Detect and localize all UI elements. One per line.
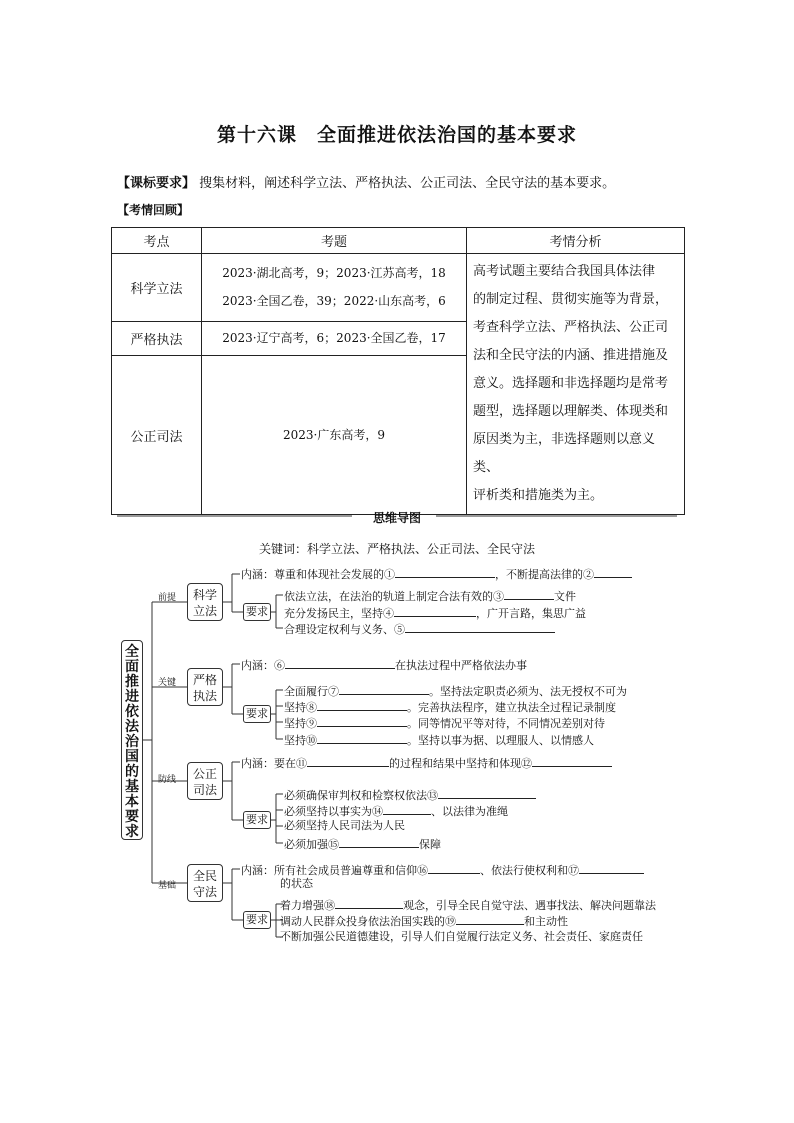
branch-box-judiciary: [187, 762, 223, 800]
analysis-line: 法和全民守法的内涵、推进措施及: [473, 348, 669, 363]
text-span: 保障: [419, 838, 441, 851]
neihan-line: [241, 566, 632, 582]
analysis-line: 的制定过程、贯彻实施等为背景，: [473, 292, 669, 307]
branch-box-compliance: [187, 864, 223, 902]
box-line: 司法: [192, 783, 217, 797]
item-line: [284, 836, 441, 852]
root-char: 国: [125, 749, 139, 765]
analysis-line: 高考试题主要结合我国具体法律: [473, 264, 656, 279]
table-cell-questions: 2023·广东高考，9: [202, 356, 467, 515]
root-char: 推: [125, 674, 139, 690]
root-char: 面: [125, 659, 139, 675]
text-span: 的过程和结果中坚持和体现⑫: [389, 757, 532, 770]
text-span: 着力增强⑱: [280, 899, 335, 912]
item-line: [280, 930, 643, 944]
answer-blank: [438, 787, 536, 799]
item-line: [284, 588, 576, 604]
requirement-box: 要求: [243, 811, 271, 829]
branch-box-enforcement: [187, 668, 223, 706]
box-line: 科学: [192, 588, 217, 602]
item-line: [284, 621, 555, 637]
answer-blank: [579, 862, 644, 874]
branch-box-legislation: [187, 583, 223, 621]
box-line: 守法: [192, 885, 217, 899]
sub-line: [223, 762, 243, 820]
text-span: 、依法行使权利和⑰: [480, 864, 579, 877]
answer-blank: [532, 755, 612, 767]
answer-blank: [317, 715, 407, 727]
table-cell-point: 公正司法: [112, 356, 202, 515]
answer-blank: [405, 621, 555, 633]
standard-tag: 【课标要求】: [117, 176, 196, 191]
root-char: 基: [125, 779, 139, 795]
table-cell-questions: 2023·辽宁高考，6；2023·全国乙卷，17: [202, 321, 467, 355]
analysis-line: 原因类为主，非选择题则以意义类、: [473, 432, 656, 475]
item-line: [280, 913, 568, 929]
text-span: 必须确保审判权和检察权依法⑬: [284, 789, 438, 802]
text-span: 观念，引导全民自觉守法、遇事找法、解决问题靠法: [403, 899, 656, 912]
text-span: 文件: [554, 590, 576, 603]
answer-blank: [394, 605, 476, 617]
neihan-line: [241, 657, 527, 673]
answer-blank: [383, 803, 431, 815]
answer-blank: [395, 566, 495, 578]
table-header: 考情分析: [467, 228, 685, 254]
item-line: [271, 794, 283, 843]
table-cell-point: 严格执法: [112, 321, 202, 355]
answer-blank: [307, 755, 389, 767]
answer-blank: [456, 913, 524, 925]
answer-blank: [317, 732, 407, 744]
branch-label: 防线: [158, 775, 177, 785]
text-span: 坚持⑧: [284, 701, 317, 714]
text-span: 不断加强公民道德建设，引导人们自觉履行法定义务、社会责任、家庭责任: [280, 930, 643, 943]
root-char: 全: [125, 644, 139, 660]
neihan-line-cont: 的状态: [280, 877, 313, 890]
root-char: 依: [125, 704, 139, 720]
box-line: 立法: [192, 604, 217, 618]
item-line: [284, 819, 405, 833]
answer-blank: [428, 862, 480, 874]
text-span: ，广开言路，集思广益: [476, 607, 586, 620]
root-char: 求: [125, 824, 139, 840]
mindmap-keywords: 关键词：科学立法、严格执法、公正司法、全民守法: [258, 542, 535, 556]
table-cell-point: 科学立法: [112, 254, 202, 322]
root-char: 本: [125, 794, 139, 810]
text-span: 。坚持法定职责必须为、法无授权不可为: [429, 685, 627, 698]
box-line: 执法: [192, 689, 217, 703]
item-line: [280, 897, 656, 913]
item-line: [271, 595, 283, 628]
box-line: 全民: [192, 869, 217, 883]
text-span: 。同等情况平等对待，不同情况差别对待: [407, 717, 605, 730]
text-span: 合理设定权利与义务、⑤: [284, 623, 405, 636]
root-char: 治: [125, 734, 139, 750]
analysis-line: 题型，选择题以理解类、体现类和: [473, 404, 669, 419]
analysis-line: 评析类和措施类为主。: [473, 488, 604, 503]
branch-label: 前提: [158, 593, 177, 603]
answer-blank: [285, 657, 395, 669]
text-span: 坚持⑨: [284, 717, 317, 730]
item-line: [284, 605, 586, 621]
item-line: [271, 690, 283, 739]
table-header: 考点: [112, 228, 202, 254]
trunk-line: [143, 602, 152, 883]
mindmap-root: [121, 640, 143, 840]
branch-label: 关键: [158, 678, 177, 688]
text-span: 内涵：⑥: [241, 659, 285, 672]
root-char: 要: [125, 809, 139, 825]
neihan-line: [241, 755, 612, 771]
answer-blank: [504, 588, 554, 600]
box-line: 严格: [192, 673, 217, 687]
text-span: 和主动性: [524, 915, 568, 928]
page-title: 第十六课 全面推进依法治国的基本要求: [216, 124, 577, 146]
neihan-line: [241, 862, 644, 878]
text-span: 内涵：所有社会成员普遍尊重和信仰⑯: [241, 864, 428, 877]
question-line: 2023·全国乙卷，39；2022·山东高考，6: [222, 294, 446, 309]
sub-line: [223, 869, 243, 920]
requirement-box: 要求: [243, 911, 271, 929]
answer-blank: [317, 699, 407, 711]
root-char: 的: [125, 764, 139, 780]
answer-blank: [335, 897, 403, 909]
text-span: 充分发扬民主，坚持④: [284, 607, 394, 620]
root-char: 进: [125, 689, 139, 705]
sub-line: [223, 574, 243, 612]
answer-blank: [594, 566, 632, 578]
text-span: 内涵：要在⑪: [241, 757, 307, 770]
item-line: [284, 803, 508, 819]
item-line: [284, 715, 605, 731]
box-line: 公正: [192, 767, 217, 781]
root-char: 法: [125, 719, 139, 735]
item-line: [284, 699, 616, 715]
text-span: 内涵：尊重和体现社会发展的①: [241, 568, 395, 581]
requirement-box: 要求: [243, 603, 271, 621]
text-span: 。完善执法程序，建立执法全过程记录制度: [407, 701, 616, 714]
analysis-line: 意义。选择题和非选择题均是常考: [473, 376, 669, 391]
table-header: 考题: [202, 228, 467, 254]
text-span: 调动人民群众投身依法治国实践的⑲: [280, 915, 456, 928]
text-span: 坚持⑩: [284, 734, 317, 747]
item-line: [284, 732, 594, 748]
item-line: [284, 683, 627, 699]
text-span: 、以法律为准绳: [431, 805, 508, 818]
text-span: 必须加强⑮: [284, 838, 339, 851]
question-line: 2023·湖北高考，9；2023·江苏高考，18: [222, 266, 446, 281]
text-span: 必须坚持人民司法为人民: [284, 819, 405, 832]
analysis-line: 考查科学立法、严格执法、公正司: [473, 320, 669, 335]
branch-label: 基础: [158, 881, 177, 891]
text-span: 全面履行⑦: [284, 685, 339, 698]
mindmap-title: 思维导图: [372, 511, 421, 525]
answer-blank: [339, 683, 429, 695]
text-span: 。坚持以事为据、以理服人、以情感人: [407, 734, 594, 747]
sub-line: [223, 664, 243, 714]
history-tag: 【考情回顾】: [117, 203, 190, 217]
text-span: 在执法过程中严格依法办事: [395, 659, 527, 672]
text-span: 必须坚持以事实为⑭: [284, 805, 383, 818]
text-span: ，不断提高法律的②: [495, 568, 594, 581]
standard-text: 搜集材料，阐述科学立法、严格执法、公正司法、全民守法的基本要求。: [199, 176, 616, 191]
text-span: 依法立法，在法治的轨道上制定合法有效的③: [284, 590, 504, 603]
requirement-box: 要求: [243, 705, 271, 723]
item-line: [284, 787, 536, 803]
answer-blank: [339, 836, 419, 848]
